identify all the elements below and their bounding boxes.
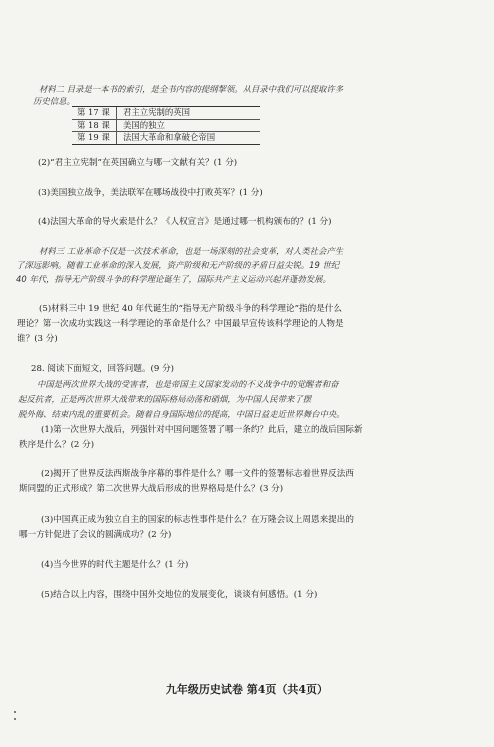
material2-intro-line2: 历史信息。: [33, 96, 75, 106]
material2-intro-line1: 材料二 目录是一本书的索引，是全书内容的提纲挈领。从目录中我们可以提取许多: [39, 84, 344, 94]
material3-line1: 材料三 工业革命不仅是一次技术革命，也是一场深刻的社会变革，对人类社会产生: [39, 246, 344, 256]
passage-line3: 脱外侮、结束内乱的重要机会。随着自身国际地位的提高，中国日益走近世界舞台中央。: [18, 409, 345, 419]
q28-sub5: (5)结合以上内容，围绕中国外交地位的发展变化，谈谈有何感悟。(1 分): [41, 590, 318, 600]
question-2: (2)“君主立宪制”在英国确立与哪一文献有关？(1 分): [38, 158, 238, 168]
toc-title: 美国的独立: [116, 120, 165, 132]
scan-mark: [14, 711, 16, 713]
passage-line2: 起反抗者，正是两次世界大战带来的国际格局动荡和硝烟，为中国人民带来了摆: [18, 394, 312, 404]
question-5-line3: 谁？(3 分): [17, 334, 58, 344]
toc-lesson: 第 19 课: [77, 132, 110, 142]
question-28-heading: 28. 阅读下面短文，回答问题。(9 分): [31, 364, 175, 374]
scan-mark: [14, 718, 16, 720]
material3-line3: 40 年代，指导无产阶级斗争的科学理论诞生了，国际共产主义运动兴起并蓬勃发展。: [16, 274, 331, 284]
question-3: (3)美国独立战争，美法联军在哪场战役中打败英军？(1 分): [38, 188, 263, 198]
page-footer: 九年级历史试卷 第4页（共4页）: [165, 683, 329, 696]
q28-sub1-line2: 秩序是什么？(2 分): [19, 440, 95, 450]
toc-row: [72, 120, 260, 133]
question-5-line2: 理论？第一次成功实践这一科学理论的革命是什么？中国最早宣传该科学理论的人物是: [17, 319, 344, 329]
question-4: (4)法国大革命的导火索是什么？《人权宣言》是通过哪一机构颁布的？(1 分): [38, 217, 332, 227]
q28-sub3-line2: 哪一方针促进了会议的圆满成功？(2 分): [19, 530, 172, 540]
q28-sub4: (4)当今世界的时代主题是什么？(1 分): [41, 560, 189, 570]
passage-line1: 中国是两次世界大战的受害者，也是帝国主义国家发动的不义战争中的觉醒者和奋: [37, 379, 339, 389]
q28-sub3-line1: (3)中国真正成为独立自主的国家的标志性事件是什么？在万隆会议上周恩来提出的: [41, 515, 354, 525]
q28-sub2-line1: (2)揭开了世界反法西斯战争序幕的事件是什么？哪一文件的签署标志着世界反法西: [41, 469, 354, 479]
toc-lesson: 第 18 课: [77, 119, 110, 130]
toc-title: 法国大革命和拿破仑帝国: [116, 132, 215, 144]
toc-row: [72, 107, 260, 120]
q28-sub2-line2: 斯同盟的正式形成？第二次世界大战后形成的世界格局是什么？(3 分): [19, 484, 284, 494]
toc-lesson: 第 17 课: [77, 107, 110, 117]
material3-line2: 了深远影响。随着工业革命的深入发展，资产阶级和无产阶级的矛盾日益尖锐。19 世纪: [16, 260, 340, 270]
toc-title: 君主立宪制的英国: [116, 107, 190, 119]
toc-row: [72, 132, 260, 144]
table-of-contents: [72, 106, 260, 145]
q28-sub1-line1: (1)第一次世界大战后，列强针对中国问题签署了哪一条约？此后，建立的战后国际新: [41, 425, 363, 435]
question-5-line1: (5)材料三中 19 世纪 40 年代诞生的“指导无产阶级斗争的科学理论”指的是什么: [39, 304, 342, 314]
